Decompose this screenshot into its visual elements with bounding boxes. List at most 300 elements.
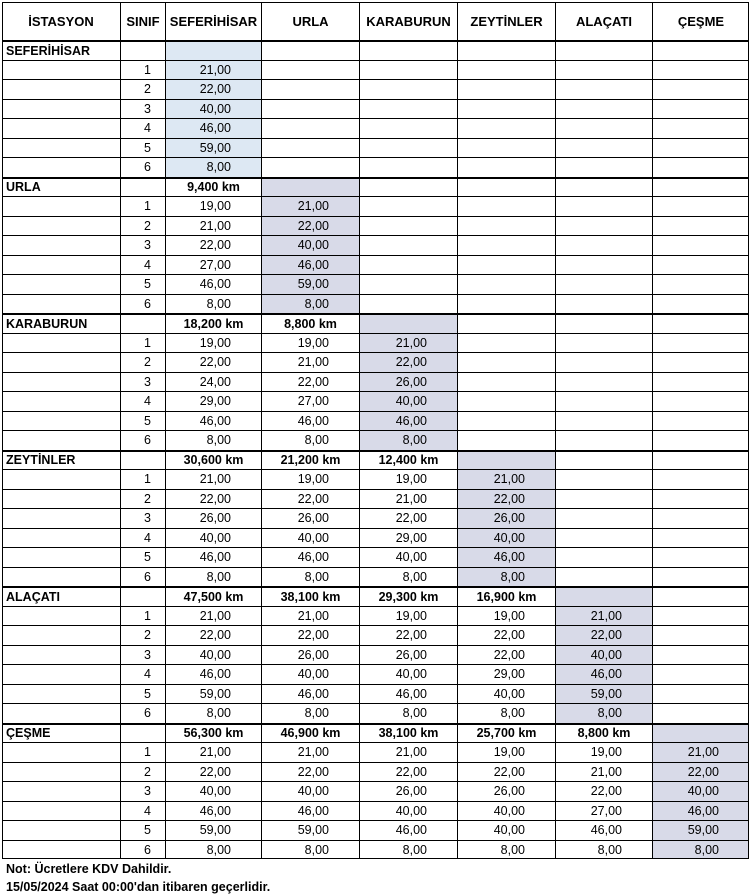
empty-cell: [555, 79, 652, 99]
fare-cell: 21,00: [359, 489, 457, 509]
empty-cell: [457, 255, 555, 275]
fare-cell: 21,00: [555, 606, 652, 626]
empty-cell: [261, 79, 359, 99]
fare-cell: 22,00: [165, 352, 261, 372]
empty-cell: [359, 313, 457, 333]
fare-cell: 40,00: [261, 781, 359, 801]
fare-cell: 8,00: [165, 157, 261, 177]
fare-cell: 19,00: [261, 469, 359, 489]
fare-cell: 8,00: [359, 703, 457, 723]
class-cell: 6: [120, 294, 165, 314]
empty-cell: [261, 60, 359, 80]
distance-cell: 47,500 km: [165, 586, 261, 606]
fare-cell: 24,00: [165, 372, 261, 392]
class-cell: 4: [120, 528, 165, 548]
class-cell: 4: [120, 255, 165, 275]
empty-cell: [555, 586, 652, 606]
fare-cell: 8,00: [261, 294, 359, 314]
fare-cell: 46,00: [261, 801, 359, 821]
empty-cell: [652, 391, 749, 411]
fare-cell: 8,00: [165, 840, 261, 860]
fare-cell: 40,00: [359, 391, 457, 411]
fare-cell: 19,00: [555, 742, 652, 762]
empty-cell: [2, 742, 120, 762]
header-2: SEFERİHİSAR: [165, 2, 261, 40]
fare-cell: 8,00: [261, 567, 359, 587]
empty-cell: [2, 118, 120, 138]
empty-cell: [359, 99, 457, 119]
empty-cell: [652, 118, 749, 138]
empty-cell: [555, 567, 652, 587]
empty-cell: [555, 489, 652, 509]
distance-cell: 46,900 km: [261, 723, 359, 743]
fare-cell: 40,00: [165, 645, 261, 665]
empty-cell: [261, 138, 359, 158]
fare-cell: 8,00: [165, 294, 261, 314]
distance-cell: 21,200 km: [261, 450, 359, 470]
empty-cell: [652, 255, 749, 275]
class-cell: 5: [120, 138, 165, 158]
empty-cell: [457, 196, 555, 216]
class-cell: 2: [120, 489, 165, 509]
fare-cell: 46,00: [165, 118, 261, 138]
class-cell: 2: [120, 762, 165, 782]
empty-cell: [2, 352, 120, 372]
empty-cell: [555, 333, 652, 353]
empty-cell: [2, 567, 120, 587]
empty-cell: [555, 352, 652, 372]
fare-cell: 40,00: [359, 547, 457, 567]
empty-cell: [457, 333, 555, 353]
fare-cell: 59,00: [652, 820, 749, 840]
empty-cell: [2, 820, 120, 840]
empty-cell: [555, 118, 652, 138]
class-cell: 3: [120, 99, 165, 119]
distance-cell: 16,900 km: [457, 586, 555, 606]
empty-cell: [457, 99, 555, 119]
fare-cell: 40,00: [261, 664, 359, 684]
fare-cell: 22,00: [261, 625, 359, 645]
class-cell: 6: [120, 703, 165, 723]
station-name: URLA: [2, 177, 120, 197]
empty-cell: [555, 235, 652, 255]
empty-cell: [120, 177, 165, 197]
empty-cell: [457, 450, 555, 470]
empty-cell: [652, 450, 749, 470]
fare-cell: 27,00: [555, 801, 652, 821]
empty-cell: [652, 411, 749, 431]
fare-cell: 46,00: [555, 664, 652, 684]
fare-cell: 8,00: [457, 567, 555, 587]
empty-cell: [2, 508, 120, 528]
empty-cell: [2, 762, 120, 782]
fare-cell: 22,00: [359, 625, 457, 645]
fare-cell: 22,00: [457, 489, 555, 509]
empty-cell: [261, 177, 359, 197]
empty-cell: [555, 547, 652, 567]
empty-cell: [261, 118, 359, 138]
empty-cell: [652, 313, 749, 333]
fare-cell: 22,00: [652, 762, 749, 782]
empty-cell: [2, 606, 120, 626]
empty-cell: [652, 60, 749, 80]
fare-cell: 8,00: [359, 840, 457, 860]
station-name: ZEYTİNLER: [2, 450, 120, 470]
empty-cell: [2, 801, 120, 821]
fare-cell: 40,00: [555, 645, 652, 665]
fare-cell: 22,00: [555, 625, 652, 645]
class-cell: 1: [120, 606, 165, 626]
empty-cell: [555, 372, 652, 392]
fare-cell: 46,00: [261, 411, 359, 431]
empty-cell: [359, 177, 457, 197]
fare-cell: 21,00: [359, 333, 457, 353]
empty-cell: [2, 664, 120, 684]
empty-cell: [555, 411, 652, 431]
class-cell: 1: [120, 60, 165, 80]
fare-cell: 40,00: [359, 801, 457, 821]
class-cell: 5: [120, 411, 165, 431]
class-cell: 5: [120, 547, 165, 567]
header-1: SINIF: [120, 2, 165, 40]
empty-cell: [2, 703, 120, 723]
fare-cell: 26,00: [457, 508, 555, 528]
fare-cell: 46,00: [652, 801, 749, 821]
fare-cell: 27,00: [261, 391, 359, 411]
empty-cell: [2, 274, 120, 294]
empty-cell: [652, 333, 749, 353]
class-cell: 1: [120, 333, 165, 353]
empty-cell: [555, 40, 652, 60]
empty-cell: [555, 157, 652, 177]
fare-cell: 40,00: [261, 528, 359, 548]
fare-cell: 26,00: [457, 781, 555, 801]
empty-cell: [555, 430, 652, 450]
empty-cell: [2, 255, 120, 275]
fare-cell: 29,00: [165, 391, 261, 411]
fare-cell: 40,00: [457, 820, 555, 840]
empty-cell: [359, 79, 457, 99]
fare-cell: 46,00: [165, 547, 261, 567]
fare-cell: 40,00: [165, 781, 261, 801]
empty-cell: [555, 469, 652, 489]
fare-cell: 29,00: [359, 528, 457, 548]
empty-cell: [359, 118, 457, 138]
class-cell: 3: [120, 645, 165, 665]
fare-cell: 40,00: [165, 99, 261, 119]
distance-cell: 12,400 km: [359, 450, 457, 470]
fare-cell: 19,00: [165, 196, 261, 216]
fare-cell: 40,00: [261, 235, 359, 255]
fare-cell: 19,00: [457, 606, 555, 626]
empty-cell: [457, 313, 555, 333]
empty-cell: [652, 216, 749, 236]
fare-cell: 22,00: [457, 762, 555, 782]
fare-cell: 22,00: [359, 508, 457, 528]
class-cell: 2: [120, 625, 165, 645]
distance-cell: 18,200 km: [165, 313, 261, 333]
empty-cell: [2, 157, 120, 177]
header-0: İSTASYON: [28, 13, 94, 29]
fare-cell: 59,00: [165, 820, 261, 840]
distance-cell: 56,300 km: [165, 723, 261, 743]
empty-cell: [2, 684, 120, 704]
empty-cell: [165, 40, 261, 60]
fare-cell: 8,00: [165, 430, 261, 450]
fare-cell: 19,00: [165, 333, 261, 353]
fare-cell: 59,00: [165, 684, 261, 704]
class-cell: 1: [120, 742, 165, 762]
empty-cell: [457, 60, 555, 80]
class-cell: 3: [120, 781, 165, 801]
class-cell: 4: [120, 391, 165, 411]
empty-cell: [120, 40, 165, 60]
empty-cell: [457, 177, 555, 197]
empty-cell: [457, 138, 555, 158]
fare-cell: 21,00: [652, 742, 749, 762]
empty-cell: [2, 372, 120, 392]
fare-cell: 46,00: [359, 411, 457, 431]
empty-cell: [652, 703, 749, 723]
empty-cell: [457, 216, 555, 236]
fare-cell: 8,00: [359, 430, 457, 450]
fare-cell: 19,00: [359, 606, 457, 626]
fare-cell: 46,00: [261, 547, 359, 567]
fare-cell: 40,00: [165, 528, 261, 548]
empty-cell: [359, 274, 457, 294]
empty-cell: [120, 586, 165, 606]
fare-cell: 22,00: [165, 235, 261, 255]
empty-cell: [555, 450, 652, 470]
empty-cell: [120, 450, 165, 470]
fare-cell: 40,00: [652, 781, 749, 801]
empty-cell: [2, 138, 120, 158]
fare-cell: 26,00: [359, 781, 457, 801]
fare-cell: 22,00: [165, 489, 261, 509]
station-name: KARABURUN: [2, 313, 120, 333]
empty-cell: [652, 723, 749, 743]
fare-cell: 8,00: [457, 840, 555, 860]
empty-cell: [2, 333, 120, 353]
empty-cell: [652, 625, 749, 645]
empty-cell: [457, 157, 555, 177]
fare-cell: 22,00: [165, 625, 261, 645]
empty-cell: [359, 255, 457, 275]
fare-cell: 22,00: [165, 762, 261, 782]
empty-cell: [2, 469, 120, 489]
empty-cell: [261, 40, 359, 60]
class-cell: 2: [120, 79, 165, 99]
empty-cell: [2, 430, 120, 450]
empty-cell: [555, 216, 652, 236]
empty-cell: [652, 586, 749, 606]
empty-cell: [555, 255, 652, 275]
class-cell: 6: [120, 567, 165, 587]
fare-cell: 8,00: [261, 840, 359, 860]
fare-cell: 8,00: [165, 703, 261, 723]
fare-cell: 27,00: [165, 255, 261, 275]
fare-cell: 26,00: [261, 645, 359, 665]
class-cell: 5: [120, 820, 165, 840]
fare-cell: 21,00: [555, 762, 652, 782]
empty-cell: [457, 294, 555, 314]
empty-cell: [2, 196, 120, 216]
fare-cell: 46,00: [165, 274, 261, 294]
empty-cell: [359, 216, 457, 236]
empty-cell: [652, 528, 749, 548]
fare-cell: 46,00: [555, 820, 652, 840]
class-cell: 3: [120, 508, 165, 528]
empty-cell: [359, 60, 457, 80]
empty-cell: [652, 40, 749, 60]
empty-cell: [457, 235, 555, 255]
empty-cell: [652, 469, 749, 489]
empty-cell: [359, 235, 457, 255]
empty-cell: [555, 508, 652, 528]
empty-cell: [555, 294, 652, 314]
fare-cell: 40,00: [457, 528, 555, 548]
fare-cell: 22,00: [359, 762, 457, 782]
fare-cell: 26,00: [165, 508, 261, 528]
fare-cell: 46,00: [165, 801, 261, 821]
distance-cell: 8,800 km: [555, 723, 652, 743]
empty-cell: [652, 99, 749, 119]
fare-cell: 21,00: [261, 742, 359, 762]
class-cell: 1: [120, 469, 165, 489]
header-5: ZEYTİNLER: [457, 2, 555, 40]
station-name: SEFERİHİSAR: [2, 40, 120, 60]
class-cell: 3: [120, 235, 165, 255]
fare-cell: 46,00: [359, 820, 457, 840]
empty-cell: [652, 294, 749, 314]
fare-cell: 22,00: [261, 372, 359, 392]
empty-cell: [2, 840, 120, 860]
fare-cell: 46,00: [457, 547, 555, 567]
empty-cell: [652, 177, 749, 197]
fare-cell: 29,00: [457, 664, 555, 684]
empty-cell: [652, 196, 749, 216]
empty-cell: [2, 528, 120, 548]
empty-cell: [120, 723, 165, 743]
empty-cell: [652, 664, 749, 684]
fare-cell: 19,00: [261, 333, 359, 353]
empty-cell: [359, 157, 457, 177]
fare-cell: 46,00: [165, 664, 261, 684]
fare-cell: 21,00: [359, 742, 457, 762]
fare-cell: 40,00: [359, 664, 457, 684]
class-cell: 4: [120, 118, 165, 138]
fare-cell: 8,00: [359, 567, 457, 587]
empty-cell: [555, 391, 652, 411]
distance-cell: 8,800 km: [261, 313, 359, 333]
empty-cell: [2, 645, 120, 665]
fare-cell: 19,00: [457, 742, 555, 762]
empty-cell: [457, 352, 555, 372]
distance-cell: 38,100 km: [359, 723, 457, 743]
empty-cell: [652, 352, 749, 372]
empty-cell: [652, 430, 749, 450]
class-cell: 4: [120, 801, 165, 821]
empty-cell: [555, 138, 652, 158]
fare-cell: 26,00: [359, 645, 457, 665]
empty-cell: [261, 157, 359, 177]
empty-cell: [555, 60, 652, 80]
class-cell: 5: [120, 274, 165, 294]
header-6: ALAÇATI: [555, 2, 652, 40]
distance-cell: 38,100 km: [261, 586, 359, 606]
fare-cell: 21,00: [261, 196, 359, 216]
empty-cell: [555, 99, 652, 119]
empty-cell: [555, 313, 652, 333]
fare-cell: 22,00: [261, 216, 359, 236]
fare-cell: 22,00: [457, 625, 555, 645]
empty-cell: [359, 40, 457, 60]
empty-cell: [457, 118, 555, 138]
empty-cell: [359, 138, 457, 158]
empty-cell: [652, 489, 749, 509]
fare-cell: 22,00: [261, 762, 359, 782]
fare-cell: 21,00: [165, 60, 261, 80]
fare-cell: 22,00: [359, 352, 457, 372]
empty-cell: [2, 294, 120, 314]
empty-cell: [652, 606, 749, 626]
fare-cell: 22,00: [261, 489, 359, 509]
note-validity: 15/05/2024 Saat 00:00'dan itibaren geçerlidir.: [6, 880, 271, 894]
fare-cell: 21,00: [457, 469, 555, 489]
empty-cell: [652, 567, 749, 587]
fare-cell: 59,00: [261, 274, 359, 294]
empty-cell: [555, 528, 652, 548]
empty-cell: [652, 157, 749, 177]
empty-cell: [652, 372, 749, 392]
empty-cell: [457, 79, 555, 99]
fare-cell: 26,00: [261, 508, 359, 528]
fare-cell: 8,00: [261, 430, 359, 450]
note-vat: Not: Ücretlere KDV Dahildir.: [6, 862, 172, 876]
empty-cell: [457, 372, 555, 392]
empty-cell: [2, 60, 120, 80]
empty-cell: [261, 99, 359, 119]
header-4: KARABURUN: [359, 2, 457, 40]
empty-cell: [2, 625, 120, 645]
notes: [6, 860, 270, 896]
fare-cell: 19,00: [359, 469, 457, 489]
empty-cell: [457, 40, 555, 60]
fare-cell: 8,00: [652, 840, 749, 860]
fare-cell: 8,00: [555, 703, 652, 723]
distance-cell: 30,600 km: [165, 450, 261, 470]
empty-cell: [2, 547, 120, 567]
fare-cell: 22,00: [457, 645, 555, 665]
empty-cell: [2, 489, 120, 509]
empty-cell: [2, 411, 120, 431]
fare-cell: 59,00: [555, 684, 652, 704]
fare-cell: 46,00: [261, 684, 359, 704]
distance-cell: 25,700 km: [457, 723, 555, 743]
empty-cell: [120, 313, 165, 333]
empty-cell: [457, 430, 555, 450]
empty-cell: [652, 508, 749, 528]
fare-cell: 8,00: [555, 840, 652, 860]
class-cell: 3: [120, 372, 165, 392]
fare-cell: 46,00: [359, 684, 457, 704]
empty-cell: [2, 79, 120, 99]
class-cell: 6: [120, 430, 165, 450]
class-cell: 4: [120, 664, 165, 684]
empty-cell: [359, 196, 457, 216]
empty-cell: [555, 274, 652, 294]
fare-cell: 22,00: [555, 781, 652, 801]
